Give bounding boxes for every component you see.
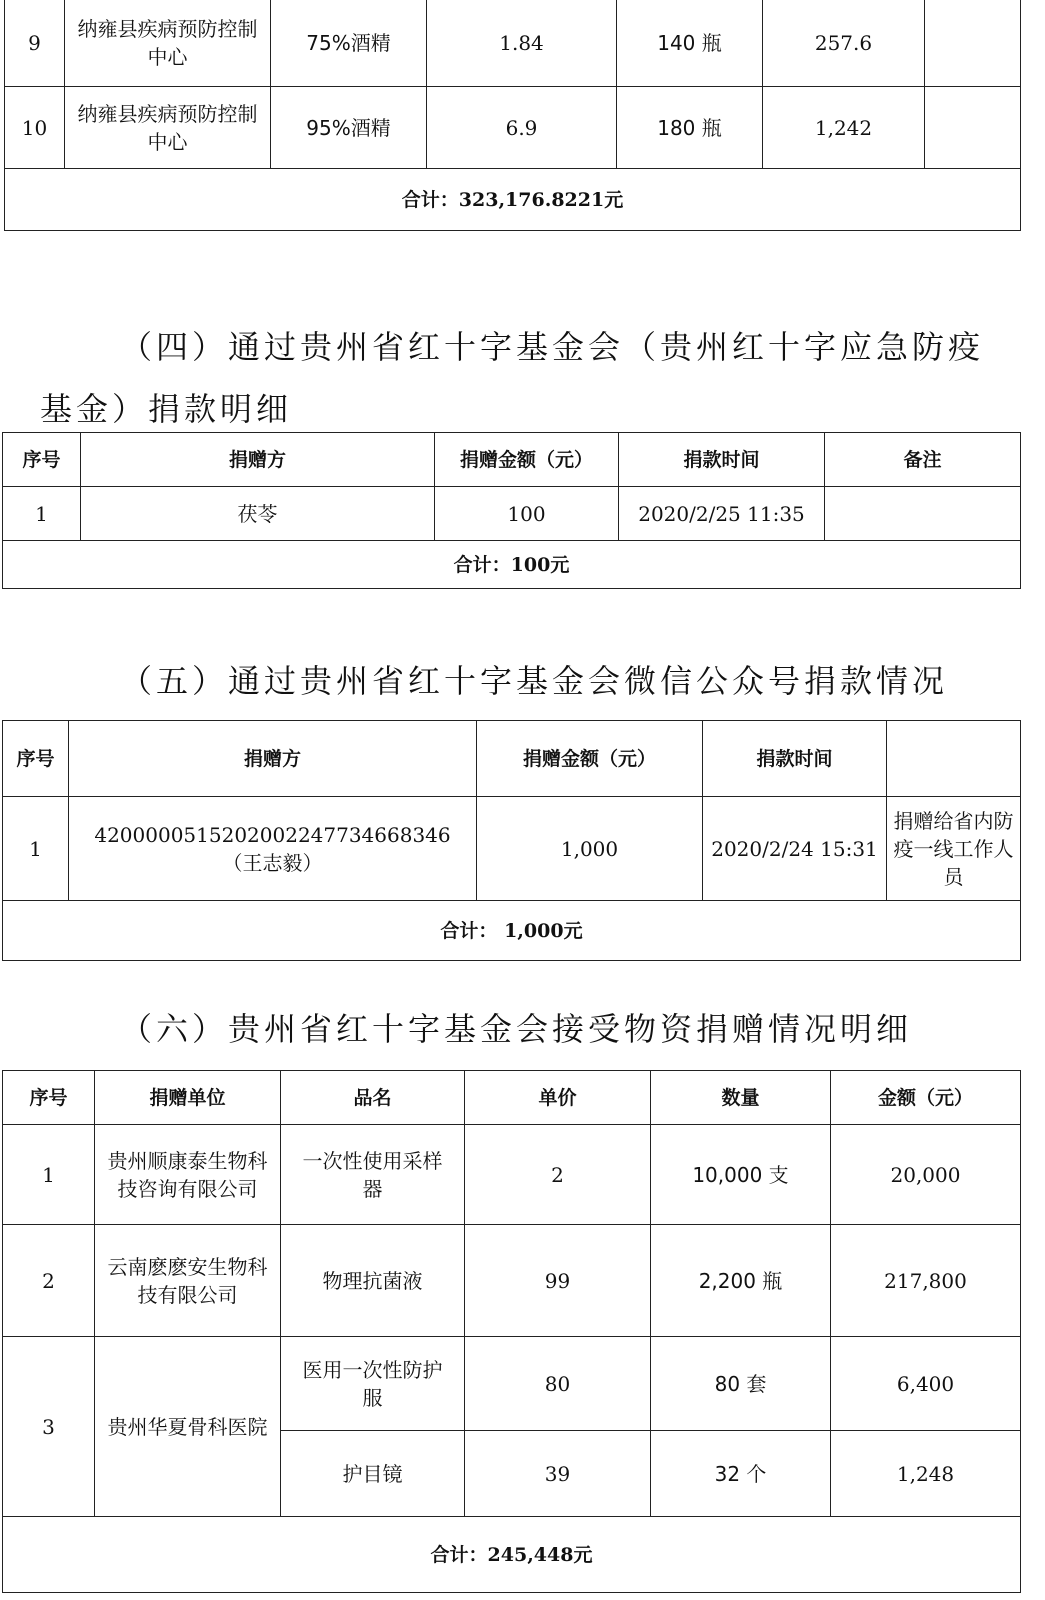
note xyxy=(925,0,1021,87)
donation-time: 2020/2/25 11:35 xyxy=(619,487,825,541)
header-cell: 捐款时间 xyxy=(619,433,825,487)
quantity: 140 瓶 xyxy=(617,0,763,87)
unit-price: 80 xyxy=(465,1337,651,1431)
total-value: 100 xyxy=(510,553,551,576)
row-number: 10 xyxy=(5,87,65,169)
item-name: 一次性使用采样器 xyxy=(281,1125,465,1225)
quantity: 2,200 瓶 xyxy=(651,1225,831,1337)
donor-id: 4200000515202002247734668346 xyxy=(94,822,451,847)
unit-price: 99 xyxy=(465,1225,651,1337)
table-row xyxy=(3,487,1021,541)
total-label: 合计： xyxy=(401,188,459,211)
table-row xyxy=(3,797,1021,901)
total-unit: 元 xyxy=(573,1543,593,1566)
section4-heading-line2: 基金）捐款明细 xyxy=(40,390,293,428)
header-cell: 捐赠金额（元） xyxy=(477,721,703,797)
header-cell: 序号 xyxy=(3,721,69,797)
section6-heading: （六）贵州省红十字基金会接受物资捐赠情况明细 xyxy=(120,1010,913,1048)
unit-price: 6.9 xyxy=(427,87,617,169)
table-row xyxy=(3,1225,1021,1337)
header-cell: 备注 xyxy=(825,433,1021,487)
header-cell: 序号 xyxy=(3,433,81,487)
donor-name: 纳雍县疾病预防控制中心 xyxy=(65,0,271,87)
header-cell: 金额（元） xyxy=(831,1071,1021,1125)
header-cell: 数量 xyxy=(651,1071,831,1125)
total-unit: 元 xyxy=(550,553,570,576)
total-value: 1,000 xyxy=(504,919,564,942)
total-cell xyxy=(3,541,1021,589)
header-row xyxy=(3,1071,1021,1125)
table-row xyxy=(5,0,1021,87)
item-name: 75%酒精 xyxy=(271,0,427,87)
note: 捐赠给省内防疫一线工作人员 xyxy=(887,797,1021,901)
amount: 6,400 xyxy=(831,1337,1021,1431)
table-section5 xyxy=(2,720,1021,961)
row-number: 1 xyxy=(3,1125,95,1225)
header-cell: 捐款时间 xyxy=(703,721,887,797)
header-cell: 捐赠方 xyxy=(81,433,435,487)
quantity: 10,000 支 xyxy=(651,1125,831,1225)
row-number: 1 xyxy=(3,797,69,901)
quantity: 80 套 xyxy=(651,1337,831,1431)
unit-price: 1.84 xyxy=(427,0,617,87)
header-cell xyxy=(887,721,1021,797)
total-row xyxy=(3,541,1021,589)
total-value: 245,448 xyxy=(487,1543,574,1566)
table-row xyxy=(5,87,1021,169)
total-unit: 元 xyxy=(604,188,624,211)
table-row xyxy=(3,1337,1021,1431)
row-number: 1 xyxy=(3,487,81,541)
header-cell: 捐赠金额（元） xyxy=(435,433,619,487)
section4-heading-line1: （四）通过贵州省红十字基金会（贵州红十字应急防疫 xyxy=(120,328,985,366)
donor-name: 贵州顺康泰生物科技咨询有限公司 xyxy=(95,1125,281,1225)
row-number: 2 xyxy=(3,1225,95,1337)
note xyxy=(925,87,1021,169)
donor-name: 云南麽麽安生物科技有限公司 xyxy=(95,1225,281,1337)
total-value: 323,176.8221 xyxy=(458,188,605,211)
item-name: 95%酒精 xyxy=(271,87,427,169)
section5-heading: （五）通过贵州省红十字基金会微信公众号捐款情况 xyxy=(120,662,949,700)
amount: 20,000 xyxy=(831,1125,1021,1225)
item-name: 物理抗菌液 xyxy=(281,1225,465,1337)
total-row xyxy=(5,169,1021,231)
row-number: 9 xyxy=(5,0,65,87)
table-section4 xyxy=(2,432,1021,589)
unit-price: 2 xyxy=(465,1125,651,1225)
table-section3-continued xyxy=(4,0,1021,231)
donation-time: 2020/2/24 15:31 xyxy=(703,797,887,901)
header-row xyxy=(3,721,1021,797)
donor-name: 贵州华夏骨科医院 xyxy=(95,1337,281,1517)
donor-name: 纳雍县疾病预防控制中心 xyxy=(65,87,271,169)
amount: 1,248 xyxy=(831,1431,1021,1517)
amount: 1,242 xyxy=(763,87,925,169)
header-row xyxy=(3,433,1021,487)
table-row xyxy=(3,1125,1021,1225)
header-cell: 序号 xyxy=(3,1071,95,1125)
total-label: 合计： xyxy=(453,553,511,576)
header-cell: 单价 xyxy=(465,1071,651,1125)
total-label: 合计： xyxy=(430,1543,488,1566)
header-cell: 捐赠单位 xyxy=(95,1071,281,1125)
amount: 217,800 xyxy=(831,1225,1021,1337)
header-cell: 品名 xyxy=(281,1071,465,1125)
table-section6 xyxy=(2,1070,1021,1593)
donor-cell xyxy=(69,797,477,901)
total-cell xyxy=(3,901,1021,961)
quantity: 180 瓶 xyxy=(617,87,763,169)
total-cell xyxy=(5,169,1021,231)
total-row xyxy=(3,901,1021,961)
row-number: 3 xyxy=(3,1337,95,1517)
quantity: 32 个 xyxy=(651,1431,831,1517)
header-cell: 捐赠方 xyxy=(69,721,477,797)
total-label: 合计： xyxy=(440,919,498,942)
amount: 257.6 xyxy=(763,0,925,87)
donor-name: 茯苓 xyxy=(81,487,435,541)
amount: 1,000 xyxy=(477,797,703,901)
unit-price: 39 xyxy=(465,1431,651,1517)
item-name: 护目镜 xyxy=(281,1431,465,1517)
total-cell xyxy=(3,1517,1021,1593)
total-unit: 元 xyxy=(563,919,583,942)
total-row xyxy=(3,1517,1021,1593)
amount: 100 xyxy=(435,487,619,541)
item-name: 医用一次性防护服 xyxy=(281,1337,465,1431)
donor-name: （王志毅） xyxy=(222,850,323,875)
note xyxy=(825,487,1021,541)
